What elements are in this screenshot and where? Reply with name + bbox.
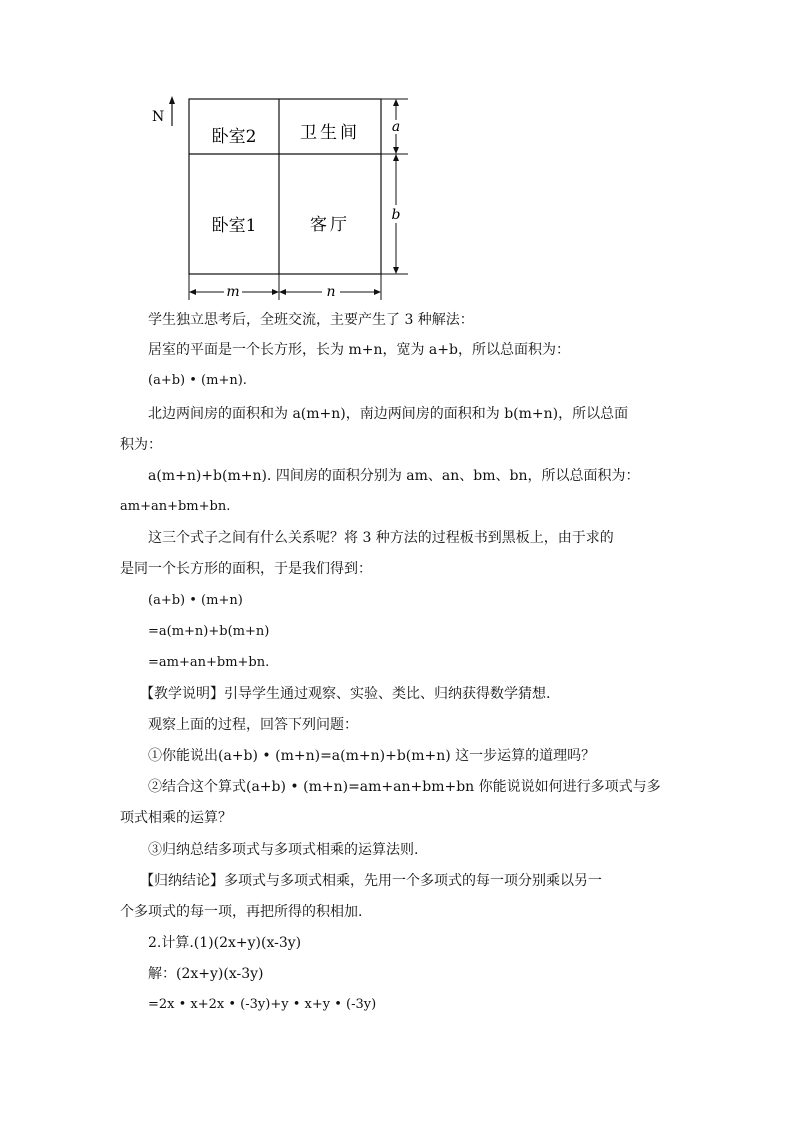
formula-line: =am+an+bm+bn. — [148, 655, 270, 670]
text-line: a(m+n)+b(m+n). 四间房的面积分别为 am、an、bm、bn，所以总面积为： — [148, 468, 640, 484]
floor-plan-svg — [140, 90, 440, 310]
dim-b-arrow-top-icon — [393, 154, 399, 161]
solution-line: 解：(2x+y)(x-3y) — [148, 966, 264, 982]
text-line: 项式相乘的运算？ — [120, 810, 232, 826]
floor-plan-diagram — [140, 90, 440, 310]
dim-b-label: b — [391, 207, 401, 223]
formula-line: (a+b) • (m+n) — [148, 593, 243, 608]
text-line: 个多项式的每一项，再把所得的积相加. — [120, 904, 363, 920]
dim-m-arrow-left-icon — [189, 289, 196, 295]
dim-a-arrow-top-icon — [393, 99, 399, 106]
text-line: 北边两间房的面积和为 a(m+n)，南边两间房的面积和为 b(m+n)，所以总面 — [148, 406, 629, 422]
dim-n-label: n — [326, 284, 336, 300]
teaching-note: 【教学说明】引导学生通过观察、实验、类比、归纳获得数学猜想. — [140, 686, 551, 702]
question-1: ①你能说出(a+b) • (m+n)=a(m+n)+b(m+n) 这一步运算的道理吗？ — [148, 748, 596, 764]
text-line: 积为： — [120, 437, 162, 453]
room-living: 客厅 — [310, 215, 350, 235]
formula-line: am+an+bm+bn. — [120, 499, 231, 514]
dim-n-arrow-left-icon — [279, 289, 286, 295]
conclusion-line: 【归纳结论】多项式与多项式相乘，先用一个多项式的每一项分别乘以另一 — [140, 873, 602, 889]
exercise-title: 2.计算.(1)(2x+y)(x-3y) — [148, 935, 302, 951]
north-arrowhead-icon — [169, 96, 175, 104]
text-line: 学生独立思考后，全班交流，主要产生了 3 种解法： — [148, 312, 474, 328]
dim-n-arrow-right-icon — [374, 289, 381, 295]
text-line: 观察上面的过程，回答下列问题： — [148, 717, 358, 733]
formula-line: =a(m+n)+b(m+n) — [148, 624, 270, 639]
formula-line: =2x • x+2x • (-3y)+y • x+y • (-3y) — [148, 997, 377, 1012]
room-bedroom2: 卧室2 — [211, 127, 257, 147]
room-bedroom1: 卧室1 — [211, 216, 257, 236]
text-line: 是同一个长方形的面积，于是我们得到： — [120, 561, 372, 577]
text-line: 这三个式子之间有什么关系呢？将 3 种方法的过程板书到黑板上，由于求的 — [148, 530, 614, 546]
question-2: ②结合这个算式(a+b) • (m+n)=am+an+bm+bn 你能说说如何进行多项式与多 — [148, 779, 661, 795]
dim-a-arrow-bottom-icon — [393, 147, 399, 154]
room-bathroom: 卫生间 — [300, 123, 360, 143]
dim-m-arrow-right-icon — [272, 289, 279, 295]
north-label: N — [152, 109, 165, 125]
formula-line: (a+b) • (m+n). — [148, 373, 247, 388]
dim-b-arrow-bottom-icon — [393, 267, 399, 274]
dim-a-label: a — [391, 119, 401, 135]
text-line: 居室的平面是一个长方形，长为 m+n，宽为 a+b，所以总面积为： — [148, 342, 570, 358]
dim-m-label: m — [226, 284, 240, 300]
question-3: ③归纳总结多项式与多项式相乘的运算法则. — [148, 842, 419, 858]
